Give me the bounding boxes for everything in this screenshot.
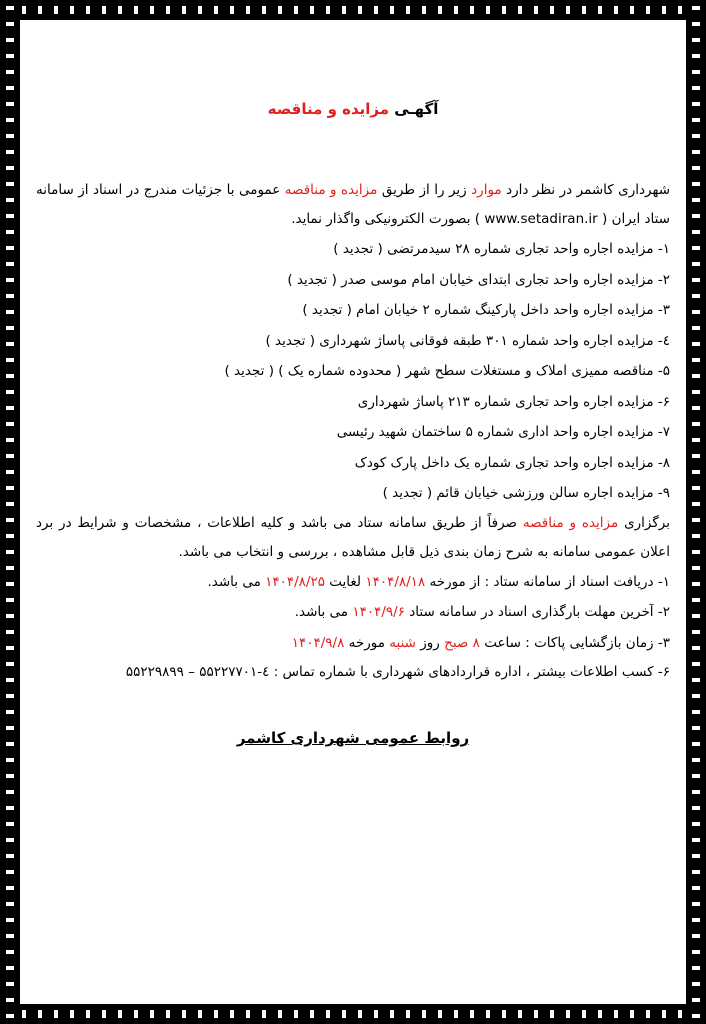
intro-paragraph: شهرداری کاشمر در نظر دارد موارد زیر را از طریق مزایده و مناقصه عمومی با جزئیات مندرج در اسناد از سامانه ستاد ایران ( www.setadiran.ir ) بصورت الکترونیکی واگذار نماید. xyxy=(36,182,671,227)
contact-info: ۶- کسب اطلاعات بیشتر ، اداره قراردادهای شهرداری با شماره تماس : ٤-۵۵۲۲۷۷۰۱ – ۵۵۲۲۹۸۹۹ xyxy=(125,664,670,680)
list-item: ۲- مزایده اجاره واحد تجاری ابتدای خیابان امام موسی صدر ( تجدید ) xyxy=(287,271,670,288)
schedule-item-1: ۱- دریافت اسناد از سامانه ستاد : از مورخه ۱۴۰۴/۸/۱۸ لغایت ۱۴۰۴/۸/۲۵ می باشد. xyxy=(207,573,670,590)
title-highlight: مزایده و مناقصه xyxy=(267,100,390,118)
list-item: ۶- مزایده اجاره واحد تجاری شماره ۲۱۳ پاساژ شهرداری xyxy=(357,393,670,410)
list-item: ۳- مزایده اجاره واحد داخل پارکینگ شماره ۲ خیابان امام ( تجدید ) xyxy=(302,302,670,318)
list-item: ۷- مزایده اجاره واحد اداری شماره ۵ ساختمان شهید رئیسی xyxy=(336,424,670,440)
signature: روابط عمومی شهرداری کاشمر xyxy=(236,729,470,747)
list-item: ٤- مزایده اجاره واحد شماره ۳۰۱ طبقه فوقانی پاساژ شهرداری ( تجدید ) xyxy=(265,332,670,349)
list-item: ۹- مزایده اجاره سالن ورزشی خیابان قائم ( تجدید ) xyxy=(382,485,670,501)
conditions-paragraph: برگزاری مزایده و مناقصه صرفاً از طریق سامانه ستاد می باشد و کلیه اطلاعات ، مشخصات و شرایط در برد اعلان عمومی سامانه به شرح زمان بندی ذیل قابل مشاهده ، بررسی و انتخاب می باشد. xyxy=(36,514,670,560)
schedule-item-2: ۲- آخرین مهلت بارگذاری اسناد در سامانه ستاد ۱۴۰۴/۹/۶ می باشد. xyxy=(294,604,670,620)
list-item: ۵- مناقصه ممیزی املاک و مستغلات سطح شهر ( محدوده شماره یک ) ( تجدید ) xyxy=(224,363,670,379)
list-item: ۸- مزایده اجاره واحد تجاری شماره یک داخل پارک کودک xyxy=(354,454,670,471)
list-item: ۱- مزایده اجاره واحد تجاری شماره ۲۸ سیدمرتضی ( تجدید ) xyxy=(333,241,670,257)
schedule-item-3: ۳- زمان بازگشایی پاکات : ساعت ۸ صبح روز شنبه مورخه ۱۴۰۴/۹/۸ xyxy=(291,634,670,651)
page-title xyxy=(36,100,670,118)
title-prefix: آگهـی xyxy=(394,100,439,118)
items-list xyxy=(36,234,670,509)
announcement xyxy=(36,100,670,762)
